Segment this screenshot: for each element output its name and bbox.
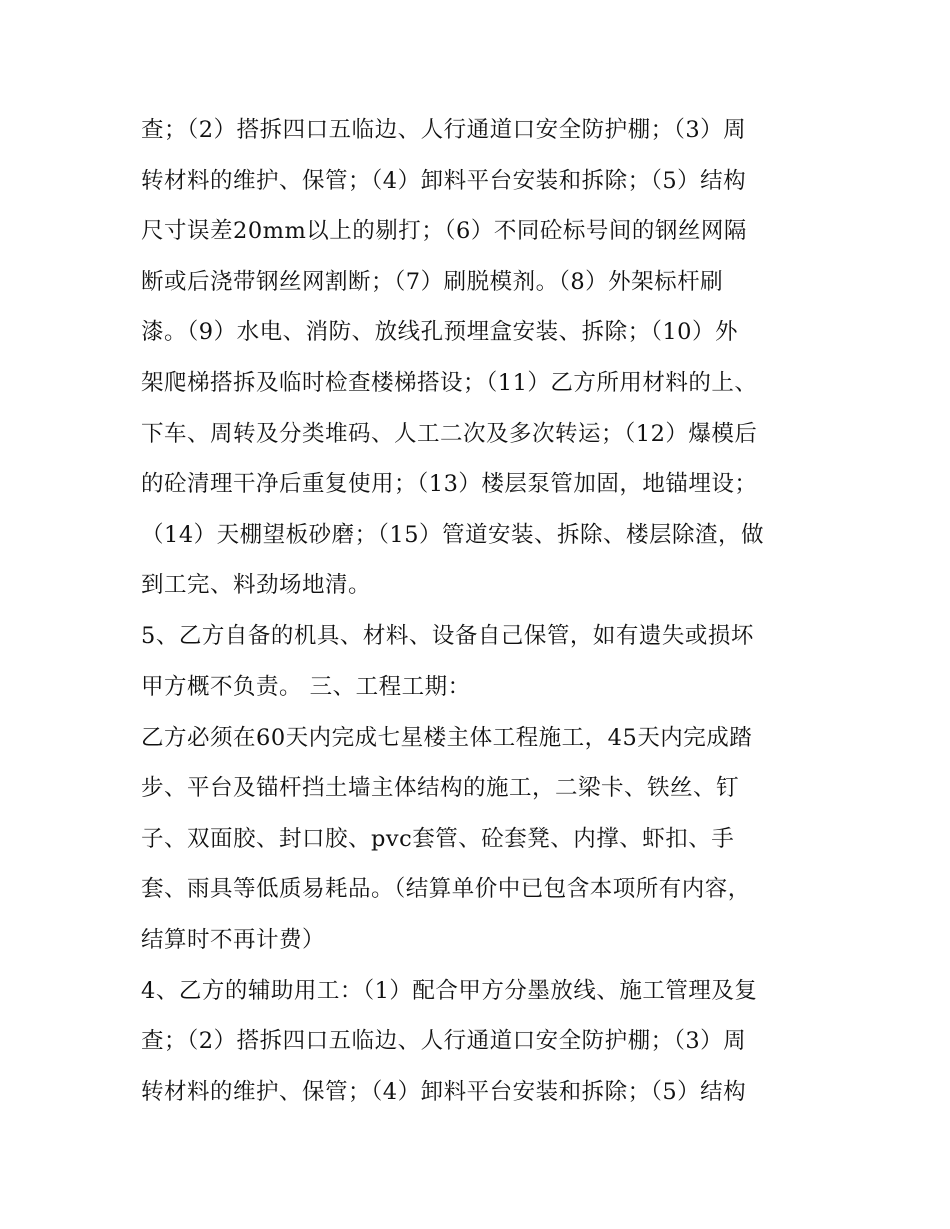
text-line: 漆。（9）水电、消防、放线孔预埋盒安装、拆除；（10）外 <box>141 319 738 345</box>
text-line: 步、平台及锚杆挡土墙主体结构的施工，二梁卡、铁丝、钉 <box>141 775 740 801</box>
text-line: 结算时不再计费） <box>141 927 326 953</box>
text-line: 套、雨具等低质易耗品。（结算单价中已包含本项所有内容， <box>141 876 751 902</box>
text-line: 查；（2）搭拆四口五临边、人行通道口安全防护棚；（3）周 <box>141 1028 747 1054</box>
text-line: 甲方概不负责。 三、工程工期： <box>141 674 471 700</box>
text-line: 查；（2）搭拆四口五临边、人行通道口安全防护棚；（3）周 <box>141 117 747 143</box>
text-line: 5、乙方自备的机具、材料、设备自己保管，如有遗失或损坏 <box>141 623 754 649</box>
text-line: 转材料的维护、保管；（4）卸料平台安装和拆除；（5）结构 <box>141 168 747 194</box>
text-line: 架爬梯搭拆及临时检查楼梯搭设；（11）乙方所用材料的上、 <box>141 370 758 396</box>
text-line: 下车、周转及分类堆码、人工二次及多次转运；（12）爆模后 <box>141 421 758 447</box>
text-line: 子、双面胶、封口胶、pvc套管、砼套凳、内撑、虾扣、手 <box>141 826 735 852</box>
text-line: 到工完、料劲场地清。 <box>141 572 372 598</box>
text-line: （14）天棚望板砂磨；（15）管道安装、拆除、楼层除渣，做 <box>141 522 765 548</box>
text-line: 断或后浇带钢丝网割断；（7）刷脱模剂。（8）外架标杆刷 <box>141 269 724 295</box>
text-line: 尺寸误差20mm以上的剔打；（6）不同砼标号间的钢丝网隔 <box>141 218 747 244</box>
text-line: 的砼清理干净后重复使用；（13）楼层泵管加固，地锚埋设； <box>141 471 758 497</box>
text-line: 乙方必须在60天内完成七星楼主体工程施工，45天内完成踏 <box>141 725 753 751</box>
text-line: 4、乙方的辅助用工：（1）配合甲方分墨放线、施工管理及复 <box>141 978 758 1004</box>
text-line: 转材料的维护、保管；（4）卸料平台安装和拆除；（5）结构 <box>141 1079 747 1105</box>
